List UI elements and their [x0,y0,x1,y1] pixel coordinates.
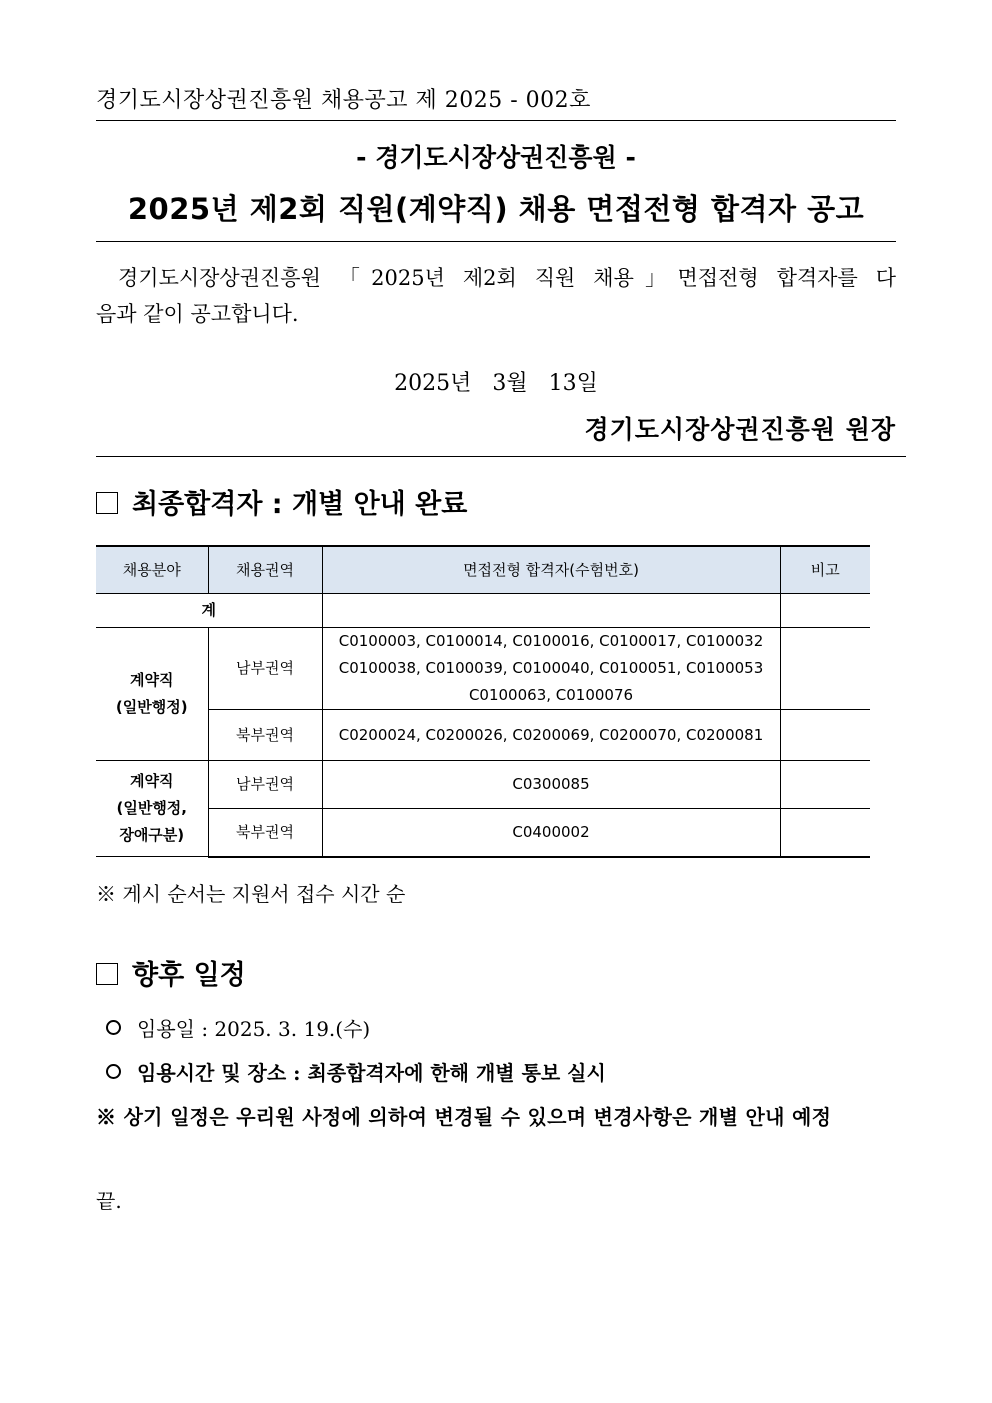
section-final-passers-title: 최종합격자 : 개별 안내 완료 [132,489,468,520]
intro-line-1: 경기도시장상권진흥원 「2025년 제2회 직원 채용」면접전형 합격자를 다 [118,266,896,290]
region-cell: 북부권역 [208,710,322,761]
total-label: 계 [96,594,322,628]
header-region: 채용권역 [208,546,322,594]
passer-list: C0200024, C0200026, C0200069, C0200070, C0200081 [322,710,780,761]
table-header-row [96,546,870,594]
field-line: (일반행정) [115,698,188,716]
checkbox-square-icon [96,963,118,985]
schedule-change-note: ※ 상기 일정은 우리원 사정에 의하여 변경될 수 있으며 변경사항은 개별 안내 예정 [96,1105,832,1129]
section-schedule [96,953,246,992]
note-cell [780,710,870,761]
region-cell: 북부권역 [208,809,322,857]
posting-order-note: ※ 게시 순서는 지원서 접수 시간 순 [96,882,406,906]
schedule-item-text: 임용시간 및 장소 : 최종합격자에 한해 개별 통보 실시 [137,1061,606,1085]
section-final-passers [96,482,467,521]
field-line: 계약직 [130,772,174,790]
passer-line: C0100003, C0100014, C0100016, C0100017, C0100032 [338,632,764,650]
passer-list: C0400002 [322,809,780,857]
table-row [96,761,870,809]
field-line: (일반행정, [116,799,187,817]
schedule-item [106,1013,370,1042]
field-line: 계약직 [130,671,174,689]
signer-divider [96,456,906,457]
region-cell: 남부권역 [208,761,322,809]
circle-bullet-icon [106,1064,121,1079]
header-note: 비고 [780,546,870,594]
passer-list: C0300085 [322,761,780,809]
header-field: 채용분야 [96,546,208,594]
intro-paragraph [96,260,896,332]
end-mark: 끝. [96,1189,122,1213]
region-cell: 남부권역 [208,628,322,710]
field-contract-disability [96,761,208,857]
header-divider [96,120,896,121]
page-title: 2025년 제2회 직원(계약직) 채용 면접전형 합격자 공고 [127,192,865,226]
field-contract-general [96,628,208,761]
signer: 경기도시장상권진흥원 원장 [584,415,896,444]
passer-line: C0100063, C0100076 [468,686,634,704]
passer-list [322,628,780,710]
result-table [96,545,870,858]
circle-bullet-icon [106,1020,121,1035]
document-number: 경기도시장상권진흥원 채용공고 제 2025 - 002호 [96,88,591,113]
table-row [96,594,870,628]
schedule-item-text: 임용일 : 2025. 3. 19.(수) [137,1017,371,1041]
section-schedule-title: 향후 일정 [132,960,246,991]
table-row [96,710,870,761]
note-cell [780,761,870,809]
note-cell [780,809,870,857]
total-value [322,594,780,628]
title-divider [96,241,896,242]
note-cell [780,628,870,710]
field-line: 장애구분) [119,826,185,844]
table-row [96,628,870,710]
header-passers: 면접전형 합격자(수험번호) [322,546,780,594]
announcement-date: 2025년 3월 13일 [394,371,598,396]
passer-line: C0100038, C0100039, C0100040, C0100051, C0100053 [338,659,764,677]
checkbox-square-icon [96,492,118,514]
schedule-item [106,1057,606,1086]
total-note [780,594,870,628]
intro-line-2: 음과 같이 공고합니다. [96,302,299,326]
table-row [96,809,870,857]
organization-subtitle: - 경기도시장상권진흥원 - [356,143,636,172]
